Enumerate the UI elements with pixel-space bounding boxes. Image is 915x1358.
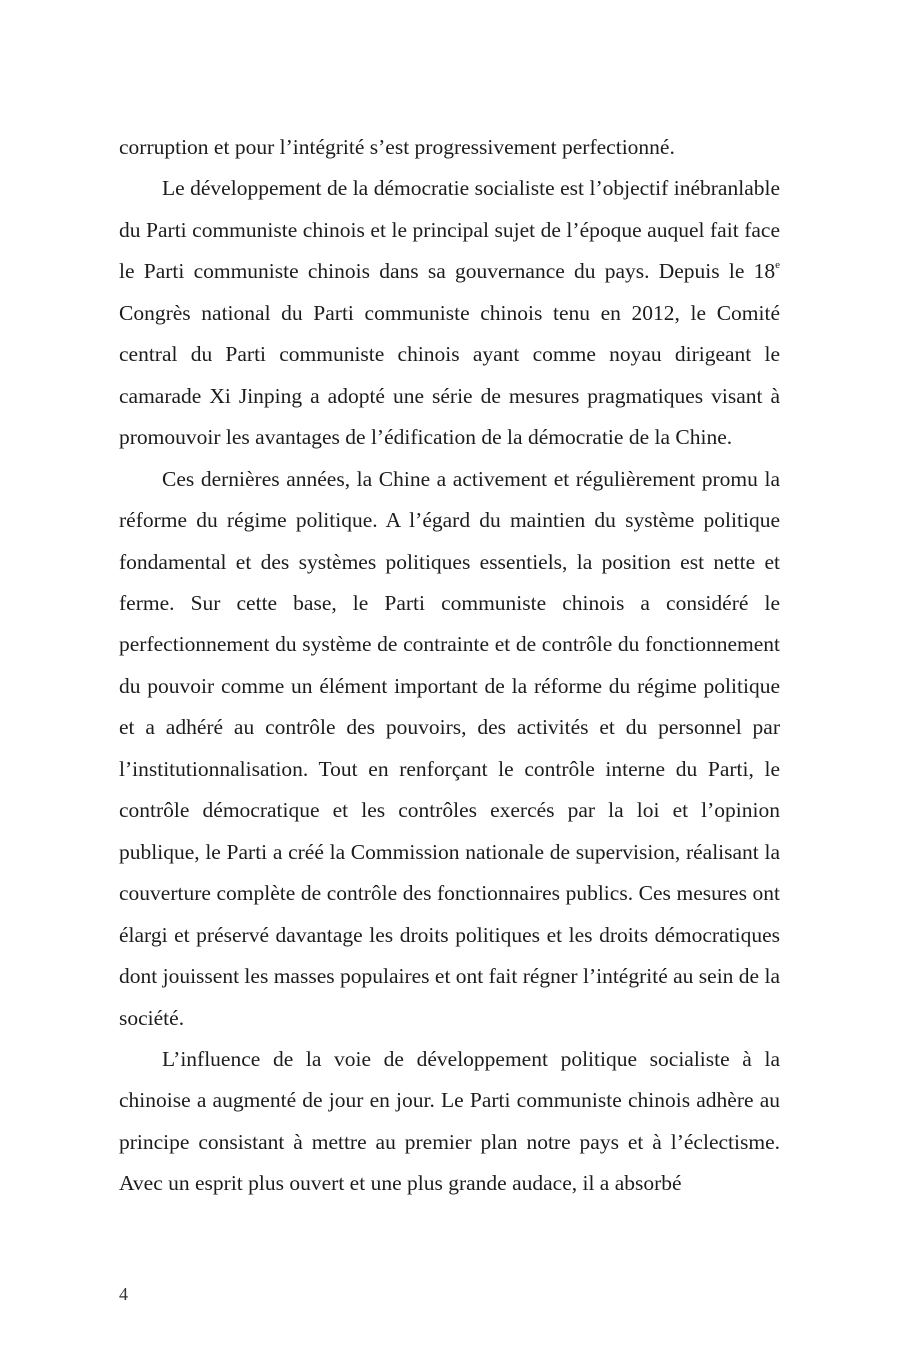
- page-number: 4: [119, 1284, 128, 1304]
- paragraph-text-after-superscript: Congrès national du Parti communiste chinois tenu en 2012, le Comité central du Parti communiste chinois ayant comme noyau dirigeant le camarade Xi Jinping a adopté une série de mesures pragmatiques visant à promouvoir les avantages de l’édification de la démocratie de la Chine.: [119, 300, 780, 450]
- paragraph-democracy-objective: [119, 168, 780, 458]
- paragraph-political-influence: L’influence de la voie de développement politique socialiste à la chinoise a augmenté de jour en jour. Le Parti communiste chinois adhère au principe consistant à mettre au premier plan notre pays et à l’éclectisme. Avec un esprit plus ouvert et une plus grande audace, il a absorbé: [119, 1046, 780, 1196]
- paragraph-text-before-superscript: Le développement de la démocratie socialiste est l’objectif inébranlable du Parti communiste chinois et le principal sujet de l’époque auquel fait face le Parti communiste chinois dans sa gouvernance du pays. Depuis le 18: [119, 176, 780, 284]
- paragraph-continuation: corruption et pour l’intégrité s’est progressivement perfectionné.: [119, 135, 675, 159]
- ordinal-superscript: e: [775, 259, 780, 272]
- paragraph-political-reform: Ces dernières années, la Chine a activement et régulièrement promu la réforme du régime politique. A l’égard du maintien du système politique fondamental et des systèmes politiques essentiels, la position est nette et ferme. Sur cette base, le Parti communiste chinois a considéré le perfectionnement du système de contrainte et de contrôle du fonctionnement du pouvoir comme un élément important de la réforme du régime politique et a adhéré au contrôle des pouvoirs, des activités et du personnel par l’institutionnalisation. Tout en renforçant le contrôle interne du Parti, le contrôle démocratique et les contrôles exercés par la loi et l’opinion publique, le Parti a créé la Commission nationale de supervision, réalisant la couverture complète de contrôle des fonctionnaires publics. Ces mesures ont élargi et préservé davantage les droits politiques et les droits démocratiques dont jouissent les masses populaires et ont fait régner l’intégrité au sein de la société.: [119, 466, 780, 1030]
- body-text: [119, 127, 780, 1205]
